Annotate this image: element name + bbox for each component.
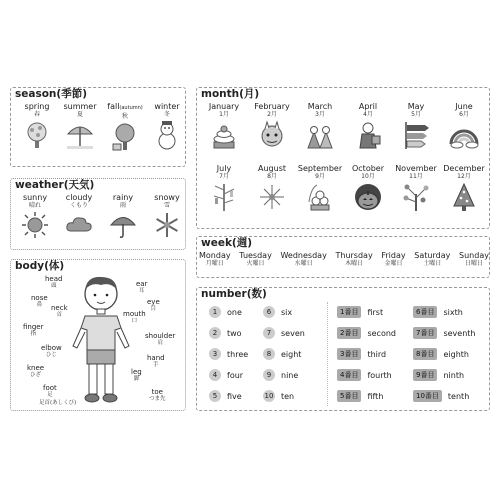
weekday-label: Wednesday <box>280 251 327 260</box>
month-item <box>441 102 487 150</box>
cardinal-item <box>209 390 242 402</box>
body-label-foot <box>43 384 57 398</box>
divider <box>327 302 328 406</box>
ordinal-badge: 10番目 <box>413 390 442 402</box>
number-word: ten <box>281 391 295 401</box>
cloud-icon <box>65 211 93 239</box>
number-title: number(数) <box>201 288 267 300</box>
month-jp: 3月 <box>315 111 325 118</box>
weather-jp: 雪 <box>163 202 170 209</box>
number-word: five <box>227 391 242 401</box>
month-item <box>297 102 343 150</box>
body-title: body(体) <box>15 260 65 272</box>
season-jp: 夏 <box>76 111 83 118</box>
weekday-label: Saturday <box>414 251 451 260</box>
ankle-jp: 足首 <box>39 400 51 406</box>
ordinal-word: first <box>367 307 384 317</box>
cardinal-item <box>209 306 242 318</box>
weekday-item <box>381 251 405 267</box>
season-title: season(季節) <box>15 88 87 100</box>
month-label: January <box>208 102 240 111</box>
cardinal-item <box>209 369 243 381</box>
weekday-jp: 月曜日 <box>205 260 224 267</box>
ordinal-item <box>337 369 392 381</box>
number-badge: 3 <box>209 348 221 360</box>
body-label-elbow <box>41 344 62 358</box>
christmas-tree-icon <box>449 182 479 212</box>
ordinal-word: third <box>367 349 387 359</box>
ordinal-item <box>413 327 476 339</box>
number-badge: 10 <box>264 392 274 400</box>
nose-jp: 鼻 <box>36 302 43 308</box>
season-label <box>103 102 147 113</box>
ordinal-word: second <box>367 328 396 338</box>
body-label-finger <box>23 323 43 337</box>
month-jp: 2月 <box>267 111 277 118</box>
eye-jp: 目 <box>150 306 157 312</box>
head-jp: 頭 <box>50 283 57 289</box>
month-jp: 4月 <box>363 111 373 118</box>
snowman-icon <box>152 120 182 150</box>
snowflake-icon <box>153 211 181 239</box>
season-winter <box>147 102 187 150</box>
weekday-jp: 土曜日 <box>423 260 442 267</box>
fireworks-icon <box>257 182 287 212</box>
month-item <box>441 164 487 212</box>
month-jp: 10月 <box>361 173 375 180</box>
month-label: April <box>358 102 378 111</box>
number-badge: 9 <box>263 369 275 381</box>
mouth-jp: 口 <box>131 318 138 324</box>
ordinal-badge: 4番目 <box>337 369 361 381</box>
weekday-jp: 火曜日 <box>246 260 265 267</box>
month-label: June <box>455 102 473 111</box>
neck-jp: 首 <box>56 312 63 318</box>
number-badge: 1 <box>209 306 221 318</box>
weather-rainy <box>103 193 143 239</box>
number-badge: 4 <box>209 369 221 381</box>
hand-jp: 手 <box>153 362 159 368</box>
weekday-label: Thursday <box>335 251 373 260</box>
ordinal-item <box>337 390 383 402</box>
season-jp: 春 <box>33 111 40 118</box>
month-label: May <box>407 102 425 111</box>
ordinal-item <box>337 306 383 318</box>
month-item <box>201 102 247 150</box>
season-label: winter <box>154 102 180 111</box>
number-word: eight <box>281 349 302 359</box>
weekday-item <box>199 251 231 267</box>
elbow-jp: ひじ <box>45 352 57 358</box>
number-panel <box>196 287 490 411</box>
month-row-1 <box>201 102 487 150</box>
weekday-item <box>414 251 450 267</box>
week-panel <box>196 236 490 278</box>
weather-label: rainy <box>112 193 134 202</box>
weather-sunny <box>15 193 55 239</box>
number-word: nine <box>281 370 299 380</box>
month-jp: 11月 <box>409 173 423 180</box>
number-badge: 8 <box>263 348 275 360</box>
body-label-ankle <box>39 398 76 406</box>
season-fall <box>103 102 147 152</box>
body-label-nose <box>31 294 48 308</box>
knee-jp: ひざ <box>30 372 42 378</box>
ordinal-item <box>413 306 463 318</box>
ordinal-grid <box>337 306 487 410</box>
autumn-tree-icon <box>110 122 140 152</box>
month-item <box>297 164 343 212</box>
season-spring <box>17 102 57 150</box>
foot-jp: 足 <box>47 392 53 398</box>
month-panel <box>196 87 490 229</box>
body-label-toe <box>149 388 166 402</box>
foot-en: foot <box>43 384 57 392</box>
number-word: three <box>227 349 249 359</box>
leg-jp: 脚 <box>133 376 140 382</box>
beach-umbrella-icon <box>65 120 95 150</box>
autumn-leaves-icon <box>401 182 431 212</box>
rainbow-icon <box>449 120 479 150</box>
ordinal-word: seventh <box>443 328 476 338</box>
cardinal-item <box>263 369 298 381</box>
month-item <box>249 164 295 212</box>
weather-panel <box>10 178 186 250</box>
ordinal-item <box>337 348 386 360</box>
head-en: head <box>45 275 63 283</box>
body-label-eye <box>147 298 160 312</box>
ordinal-badge: 2番目 <box>337 327 361 339</box>
weekday-jp: 水曜日 <box>294 260 313 267</box>
month-item <box>393 164 439 212</box>
weather-cloudy <box>59 193 99 239</box>
mouth-en: mouth <box>123 310 146 318</box>
weather-snowy <box>147 193 187 239</box>
month-label: March <box>307 102 333 111</box>
weekday-label: Sunday <box>459 251 489 260</box>
body-label-head <box>45 275 62 289</box>
toe-en: toe <box>151 388 163 396</box>
ordinal-badge: 6番目 <box>413 306 437 318</box>
month-label: December <box>443 164 485 173</box>
number-word: six <box>281 307 293 317</box>
weekday-item <box>335 251 372 267</box>
weather-jp: 晴れ <box>28 202 41 209</box>
ordinal-item <box>413 390 469 402</box>
month-label: September <box>297 164 343 173</box>
season-panel <box>10 87 186 167</box>
hina-dolls-icon <box>305 120 335 150</box>
neck-en: neck <box>51 304 68 312</box>
weekday-item <box>239 251 272 267</box>
cardinal-item <box>263 306 292 318</box>
number-badge: 5 <box>209 390 221 402</box>
cardinal-item <box>209 348 248 360</box>
ordinal-badge: 1番目 <box>337 306 361 318</box>
weather-jp: くもり <box>69 202 88 209</box>
elbow-en: elbow <box>41 344 62 352</box>
ordinal-word: sixth <box>443 307 463 317</box>
fall-label: fall <box>107 102 120 111</box>
ordinal-badge: 9番目 <box>413 369 437 381</box>
number-word: two <box>227 328 242 338</box>
weather-label: sunny <box>22 193 48 202</box>
carp-streamer-icon <box>401 120 431 150</box>
jack-o-lantern-icon <box>353 182 383 212</box>
weekday-label: Monday <box>199 251 231 260</box>
body-label-mouth <box>123 310 146 324</box>
cardinal-item <box>263 348 301 360</box>
weather-jp: 雨 <box>119 202 126 209</box>
finger-en: finger <box>23 323 44 331</box>
ordinal-item <box>413 348 469 360</box>
weekday-label: Tuesday <box>239 251 272 260</box>
month-item <box>201 164 247 212</box>
ordinal-badge: 5番目 <box>337 390 361 402</box>
cardinal-item <box>209 327 242 339</box>
month-label: October <box>351 164 384 173</box>
number-badge: 6 <box>263 306 275 318</box>
month-jp: 12月 <box>457 173 471 180</box>
weather-title: weather(天気) <box>15 179 95 191</box>
month-label: November <box>395 164 437 173</box>
month-jp: 5月 <box>411 111 421 118</box>
number-word: four <box>227 370 244 380</box>
month-title: month(月) <box>201 88 260 100</box>
season-label: summer <box>63 102 97 111</box>
season-jp: 冬 <box>163 111 170 118</box>
week-title: week(週) <box>201 237 253 249</box>
school-girl-icon <box>353 120 383 150</box>
month-label: February <box>254 102 290 111</box>
ordinal-badge: 7番目 <box>413 327 437 339</box>
sun-icon <box>21 211 49 239</box>
ordinal-word: fourth <box>367 370 392 380</box>
weekday-jp: 金曜日 <box>384 260 403 267</box>
leg-en: leg <box>131 368 142 376</box>
child-figure-icon <box>61 268 141 410</box>
season-jp: 秋 <box>121 113 128 120</box>
month-jp: 8月 <box>267 173 277 180</box>
autumn-note: (autumn) <box>119 105 143 111</box>
kagami-mochi-icon <box>209 120 239 150</box>
weekday-label: Friday <box>381 251 406 260</box>
ordinal-word: eighth <box>443 349 469 359</box>
body-label-ear <box>136 280 147 294</box>
cherry-blossom-icon <box>22 120 52 150</box>
body-label-knee <box>27 364 44 378</box>
number-word: seven <box>281 328 305 338</box>
ordinal-badge: 8番目 <box>413 348 437 360</box>
weather-label: cloudy <box>65 193 93 202</box>
ordinal-badge: 3番目 <box>337 348 361 360</box>
weekday-jp: 木曜日 <box>345 260 364 267</box>
weekday-item <box>280 251 326 267</box>
ordinal-word: tenth <box>447 391 470 401</box>
knee-en: knee <box>27 364 45 372</box>
tsukimi-dango-icon <box>305 182 335 212</box>
oni-mask-icon <box>257 120 287 150</box>
month-jp: 7月 <box>219 173 229 180</box>
ordinal-word: ninth <box>443 370 465 380</box>
body-label-neck <box>51 304 68 318</box>
ankle-reading: (あしくび) <box>50 400 77 406</box>
cardinal-item <box>263 390 294 402</box>
month-item <box>249 102 295 150</box>
month-jp: 1月 <box>219 111 229 118</box>
weekday-jp: 日曜日 <box>464 260 483 267</box>
cardinal-grid <box>209 306 325 410</box>
month-label: August <box>258 164 286 173</box>
number-word: one <box>227 307 242 317</box>
shoulder-jp: 肩 <box>157 340 163 346</box>
month-label: July <box>216 164 232 173</box>
number-badge: 2 <box>209 327 221 339</box>
tanabata-bamboo-icon <box>209 182 239 212</box>
ear-jp: 耳 <box>138 288 145 294</box>
month-item <box>345 164 391 212</box>
weather-label: snowy <box>154 193 180 202</box>
number-badge: 7 <box>263 327 275 339</box>
eye-en: eye <box>147 298 160 306</box>
shoulder-en: shoulder <box>145 332 176 340</box>
ordinal-item <box>337 327 396 339</box>
ordinal-item <box>413 369 464 381</box>
week-days <box>199 251 489 267</box>
body-label-hand <box>147 354 165 368</box>
body-panel <box>10 259 186 411</box>
month-item <box>345 102 391 150</box>
month-item <box>393 102 439 150</box>
season-label: spring <box>24 102 50 111</box>
month-jp: 6月 <box>459 111 469 118</box>
cardinal-item <box>263 327 305 339</box>
ear-en: ear <box>136 280 148 288</box>
month-jp: 9月 <box>315 173 325 180</box>
body-label-leg <box>131 368 142 382</box>
nose-en: nose <box>31 294 48 302</box>
toe-jp: つま先 <box>149 396 166 402</box>
umbrella-icon <box>109 211 137 239</box>
season-summer <box>59 102 101 150</box>
body-label-shoulder <box>145 332 175 346</box>
month-row-2 <box>201 164 487 212</box>
weekday-item <box>459 251 489 267</box>
finger-jp: 指 <box>30 331 36 337</box>
ordinal-word: fifth <box>367 391 384 401</box>
hand-en: hand <box>147 354 165 362</box>
